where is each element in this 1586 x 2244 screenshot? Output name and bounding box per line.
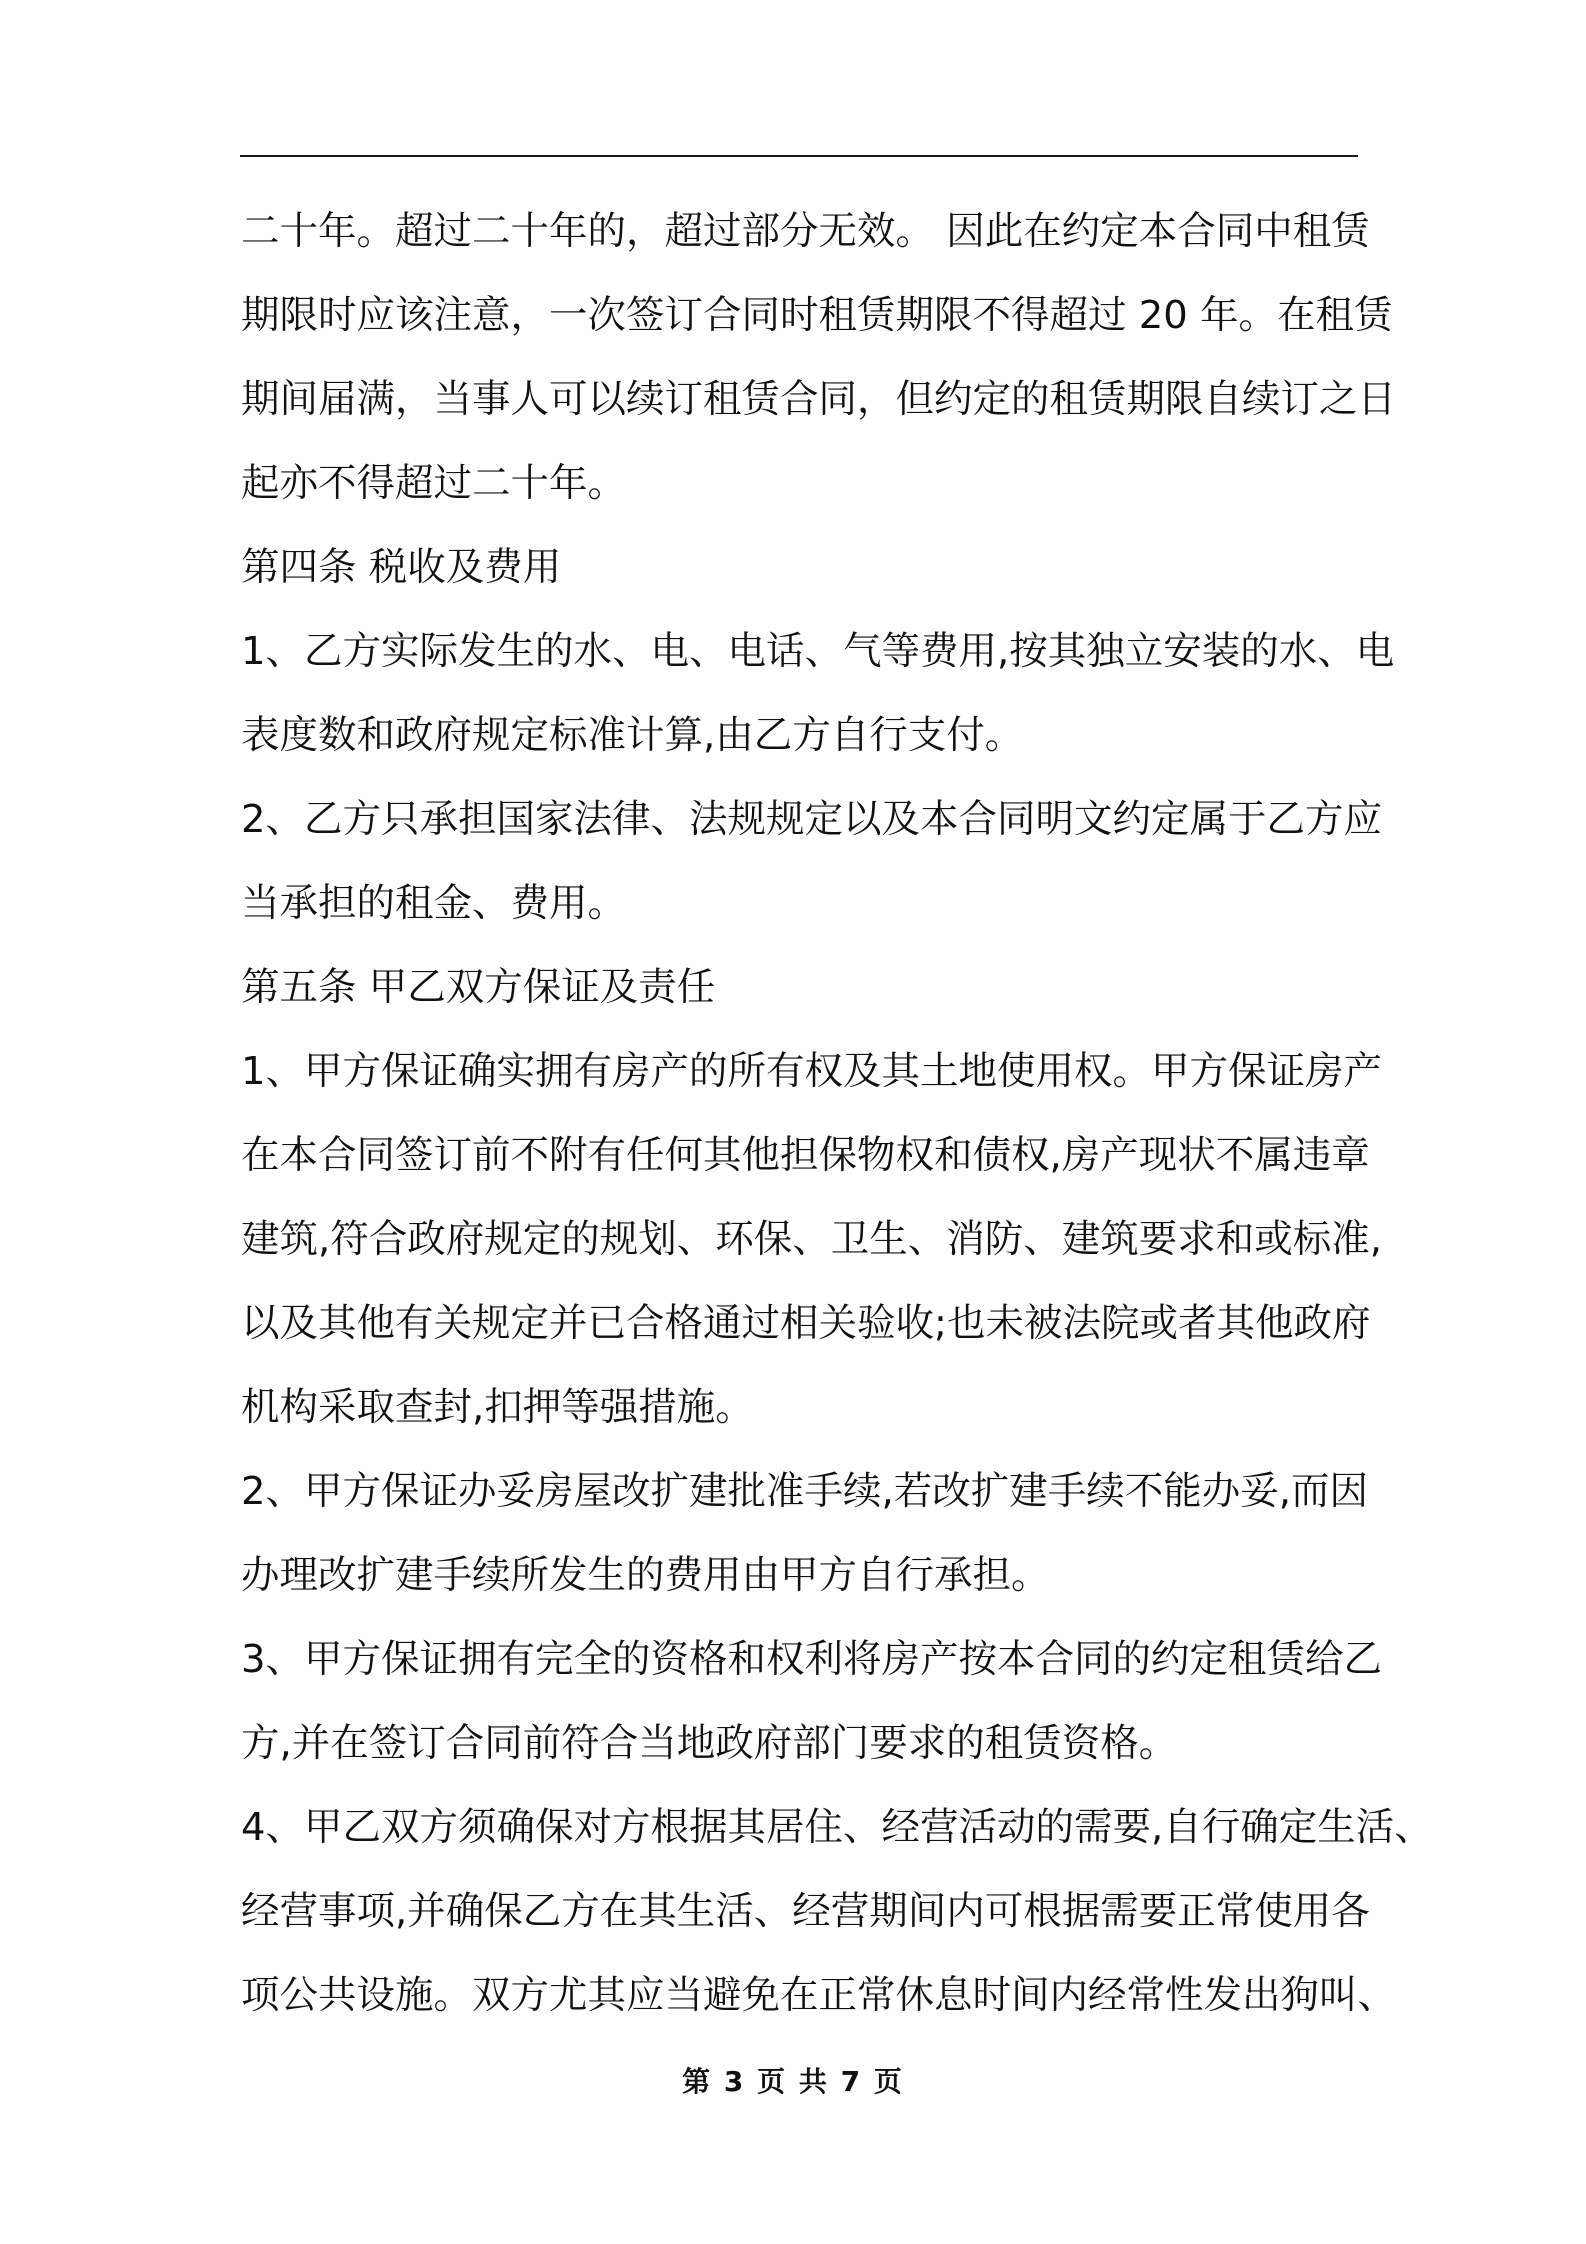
text-line: 期间届满，当事人可以续订租赁合同，但约定的租赁期限自续订之日 bbox=[241, 377, 1397, 422]
text-line: 办理改扩建手续所发生的费用由甲方自行承担。 bbox=[241, 1553, 1050, 1598]
text-line: 表度数和政府规定标准计算,由乙方自行支付。 bbox=[241, 713, 1024, 758]
text-line: 机构采取查封,扣押等强措施。 bbox=[241, 1385, 754, 1430]
text-line: 1、甲方保证确实拥有房产的所有权及其土地使用权。甲方保证房产 bbox=[241, 1049, 1382, 1094]
section-heading-article-4: 第四条 税收及费用 bbox=[241, 545, 562, 590]
text-line: 经营事项,并确保乙方在其生活、经营期间内可根据需要正常使用各 bbox=[241, 1889, 1370, 1934]
section-heading-article-5: 第五条 甲乙双方保证及责任 bbox=[241, 965, 716, 1010]
text-line: 2、乙方只承担国家法律、法规规定以及本合同明文约定属于乙方应 bbox=[241, 797, 1382, 842]
text-line: 期限时应该注意，一次签订合同时租赁期限不得超过 20 年。在租赁 bbox=[241, 293, 1393, 338]
text-line: 起亦不得超过二十年。 bbox=[241, 461, 627, 506]
text-line: 当承担的租金、费用。 bbox=[241, 881, 627, 926]
text-line: 以及其他有关规定并已合格通过相关验收;也未被法院或者其他政府 bbox=[241, 1301, 1371, 1346]
text-line: 方,并在签订合同前符合当地政府部门要求的租赁资格。 bbox=[241, 1721, 1178, 1766]
text-line: 2、甲方保证办妥房屋改扩建批准手续,若改扩建手续不能办妥,而因 bbox=[241, 1469, 1368, 1514]
text-line: 二十年。超过二十年的，超过部分无效。 因此在约定本合同中租赁 bbox=[241, 209, 1370, 254]
text-line: 在本合同签订前不附有任何其他担保物权和债权,房产现状不属违章 bbox=[241, 1133, 1370, 1178]
text-line: 项公共设施。双方尤其应当避免在正常休息时间内经常性发出狗叫、 bbox=[241, 1973, 1397, 2018]
text-line: 4、甲乙双方须确保对方根据其居住、经营活动的需要,自行确定生活、 bbox=[241, 1805, 1433, 1850]
text-line: 建筑,符合政府规定的规划、环保、卫生、消防、建筑要求和或标准, bbox=[241, 1217, 1382, 1262]
page-number-footer: 第 3 页 共 7 页 bbox=[682, 2065, 904, 2098]
contract-body bbox=[241, 190, 1433, 2038]
text-line: 1、乙方实际发生的水、电、电话、气等费用,按其独立安装的水、电 bbox=[241, 629, 1395, 674]
header-rule bbox=[240, 155, 1358, 157]
text-line: 3、甲方保证拥有完全的资格和权利将房产按本合同的约定租赁给乙 bbox=[241, 1637, 1382, 1682]
